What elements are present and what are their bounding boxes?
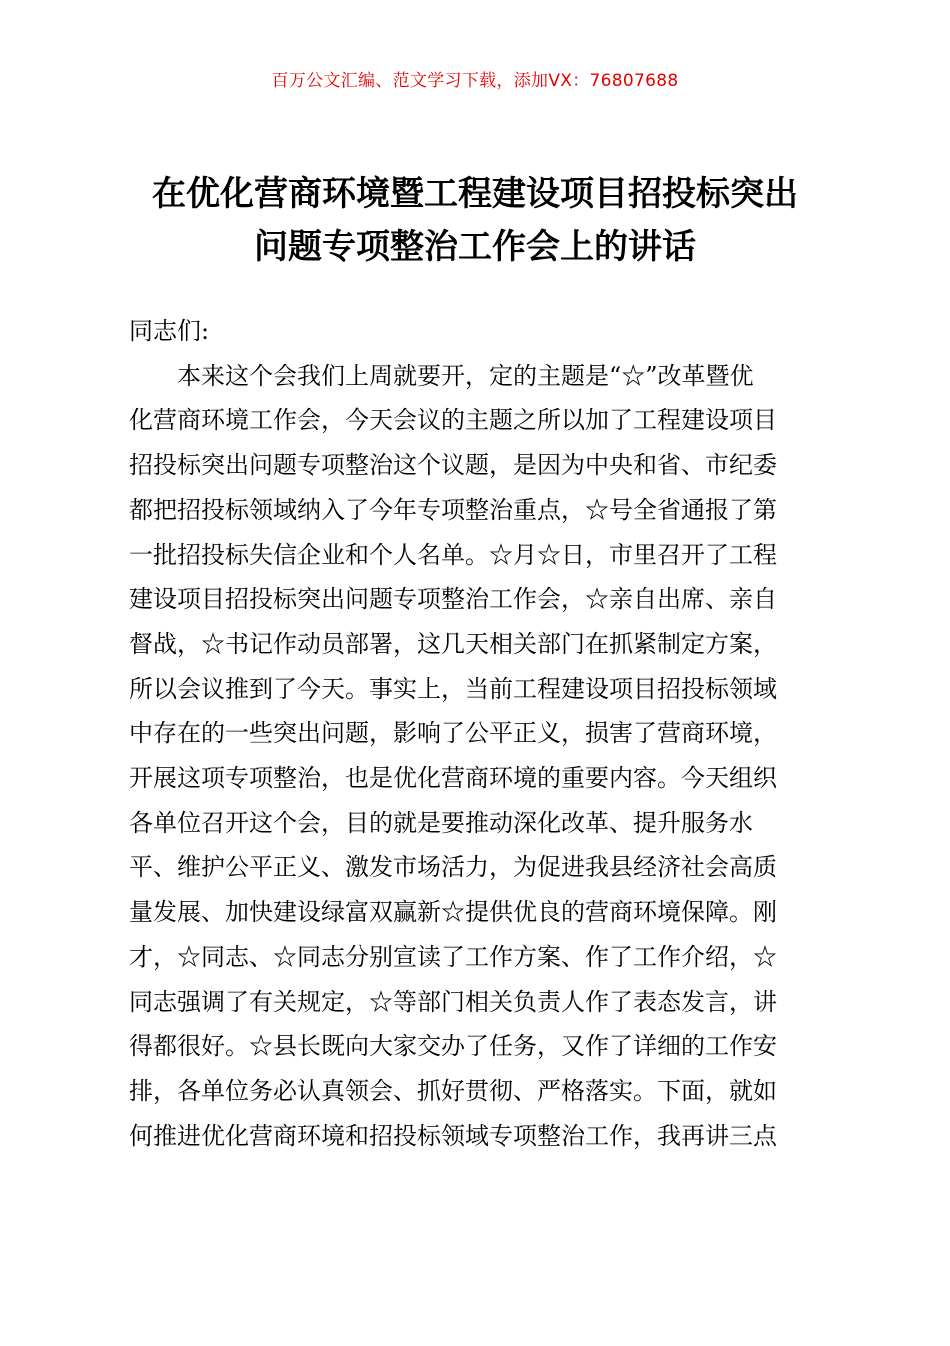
paragraph-line: 才，☆同志、☆同志分别宣读了工作方案、作了工作介绍，☆: [129, 942, 777, 971]
salutation: 同志们:: [129, 317, 210, 345]
paragraph-line: 一批招投标失信企业和个人名单。☆月☆日，市里召开了工程: [129, 540, 777, 569]
watermark-header: 百万公文汇编、范文学习下载，添加VX：76807688: [271, 71, 679, 91]
paragraph-line: 平、维护公平正义、激发市场活力，为促进我县经济社会高质: [129, 853, 777, 882]
paragraph-line: 督战，☆书记作动员部署，这几天相关部门在抓紧制定方案，: [129, 629, 777, 658]
paragraph-line: 同志强调了有关规定，☆等部门相关负责人作了表态发言，讲: [129, 987, 777, 1016]
paragraph-line: 所以会议推到了今天。事实上，当前工程建设项目招投标领域: [129, 674, 777, 703]
paragraph-line: 都把招投标领域纳入了今年专项整治重点，☆号全省通报了第: [129, 495, 777, 524]
title-line-2: 问题专项整治工作会上的讲话: [254, 227, 696, 267]
paragraph-line: 中存在的一些突出问题，影响了公平正义，损害了营商环境，: [129, 719, 777, 748]
paragraph-line: 得都很好。☆县长既向大家交办了任务，又作了详细的工作安: [129, 1032, 777, 1061]
paragraph-line: 招投标突出问题专项整治这个议题，是因为中央和省、市纪委: [129, 451, 777, 480]
paragraph-line: 排，各单位务必认真领会、抓好贯彻、严格落实。下面，就如: [129, 1076, 777, 1105]
document-body: [129, 309, 833, 1158]
title-line-1: 在优化营商环境暨工程建设项目招投标突出: [152, 174, 798, 214]
paragraph-line: 何推进优化营商环境和招投标领域专项整治工作，我再讲三点: [129, 1121, 777, 1150]
paragraph-line: 开展这项专项整治，也是优化营商环境的重要内容。今天组织: [129, 764, 777, 793]
paragraph-line: 化营商环境工作会，今天会议的主题之所以加了工程建设项目: [129, 406, 777, 435]
paragraph-line: 本来这个会我们上周就要开，定的主题是“☆”改革暨优: [129, 361, 754, 390]
paragraph-line: 量发展、加快建设绿富双赢新☆提供优良的营商环境保障。刚: [129, 898, 777, 927]
document-title: [100, 168, 850, 274]
paragraph-line: 各单位召开这个会，目的就是要推动深化改革、提升服务水: [129, 808, 753, 837]
paragraph-line: 建设项目招投标突出问题专项整治工作会，☆亲自出席、亲自: [129, 585, 777, 614]
